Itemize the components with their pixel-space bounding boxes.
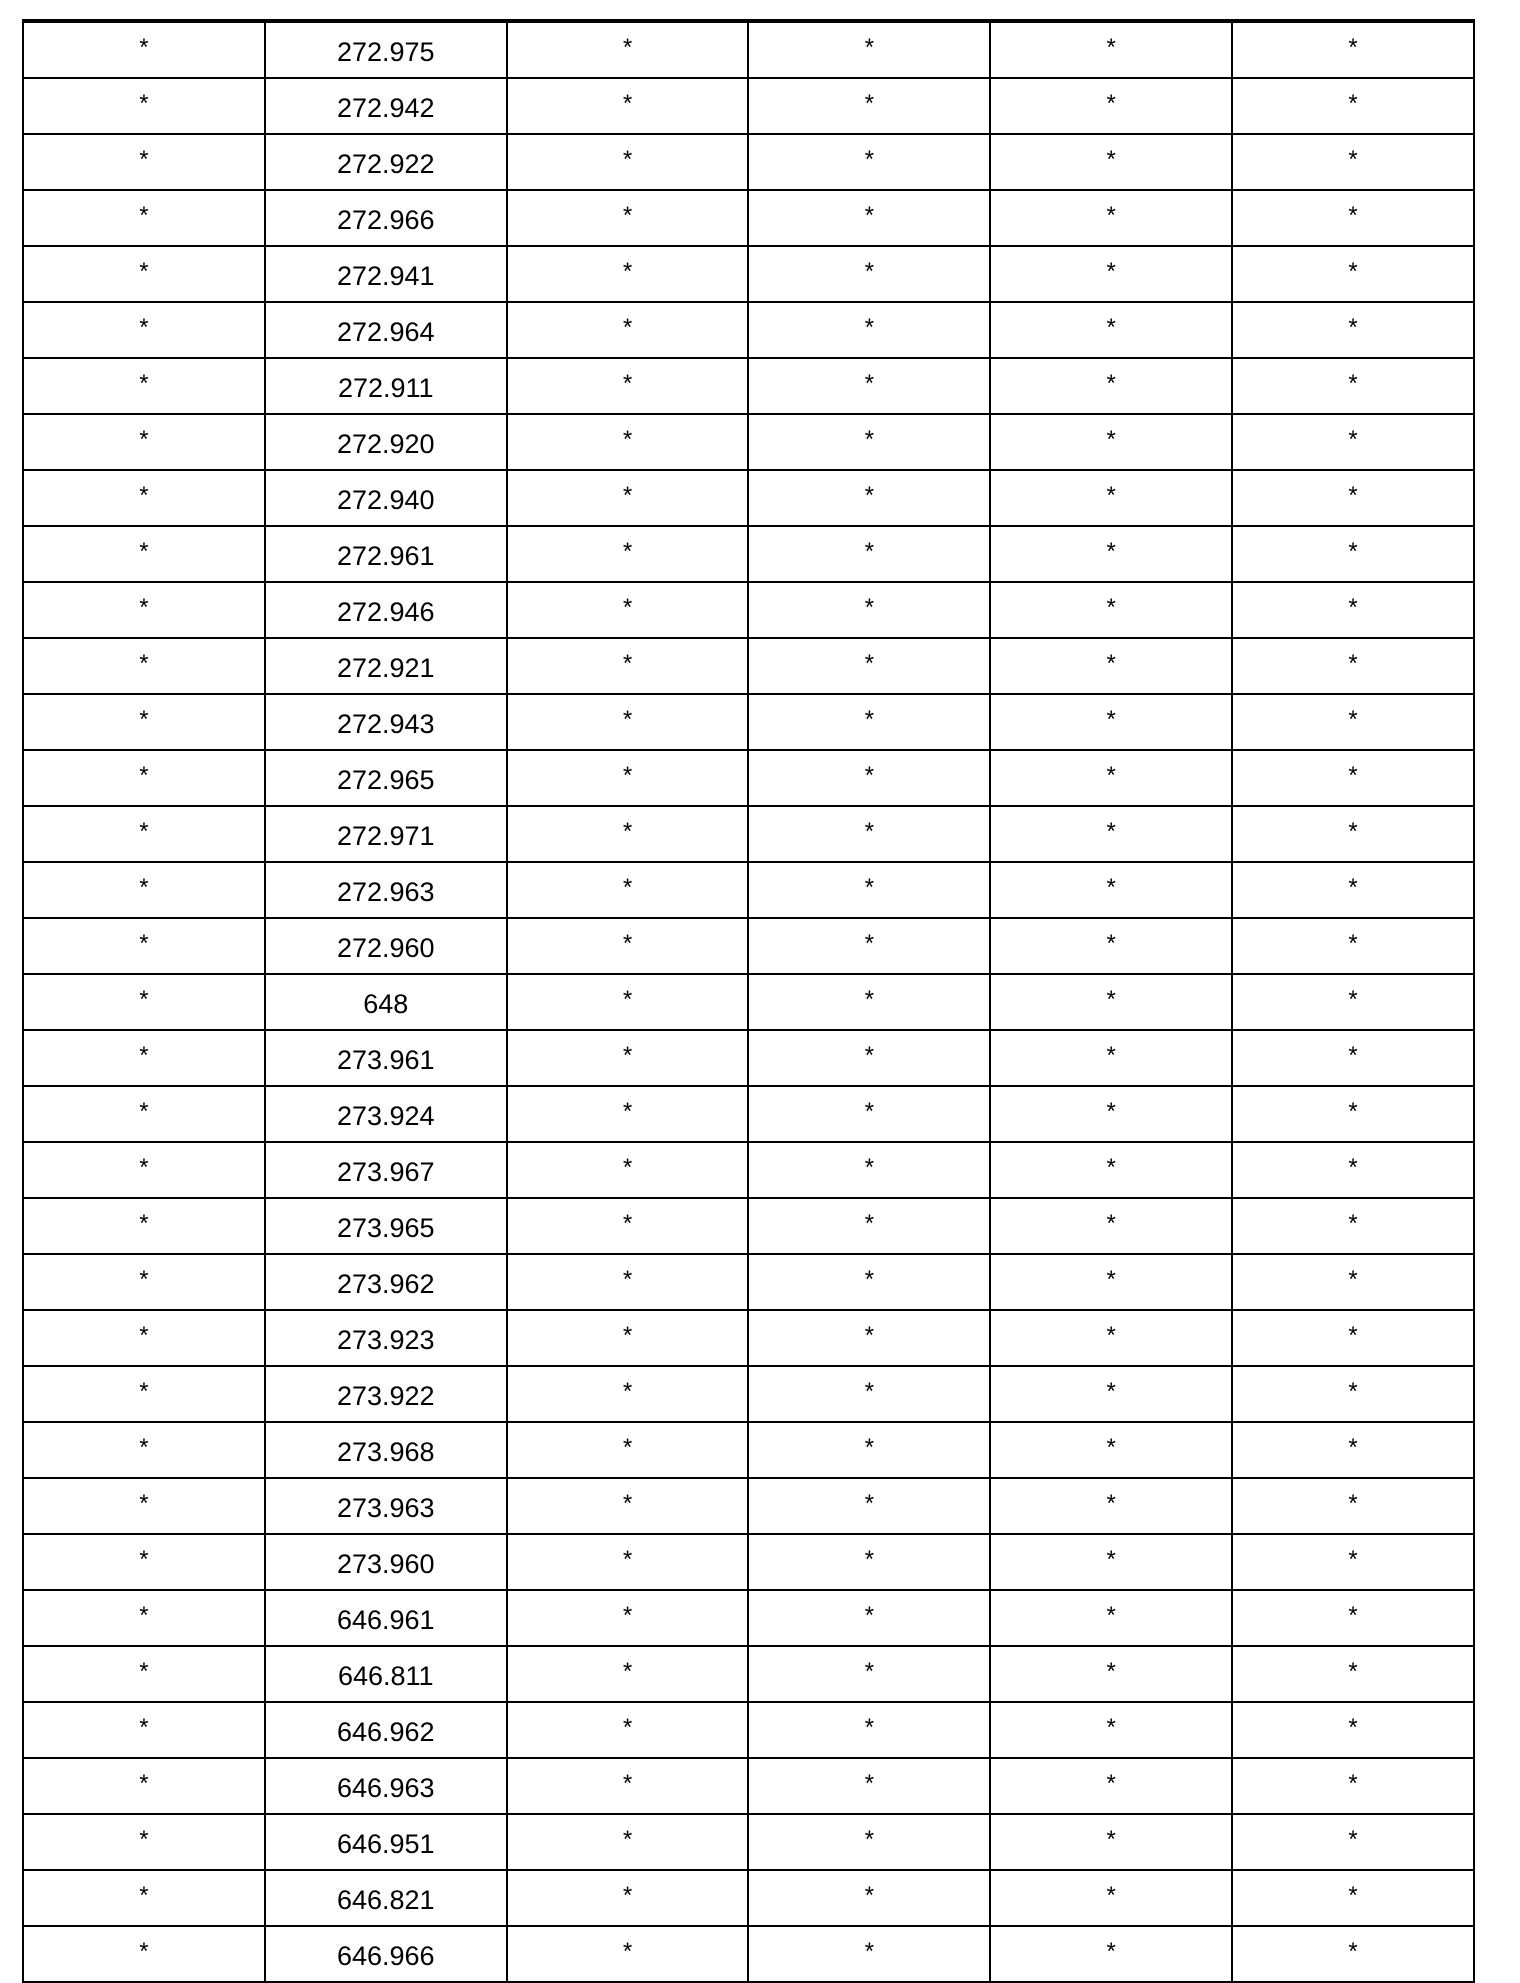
table-row	[23, 918, 1474, 974]
table-cell: *	[748, 974, 990, 1030]
table-cell: *	[990, 862, 1232, 918]
table-cell: *	[23, 246, 265, 302]
table-cell: *	[1232, 638, 1474, 694]
table-cell: *	[23, 414, 265, 470]
table-cell: *	[990, 1814, 1232, 1870]
table-cell: *	[1232, 918, 1474, 974]
table-cell: *	[990, 1590, 1232, 1646]
table-cell: *	[507, 1254, 749, 1310]
table-row	[23, 526, 1474, 582]
table-cell: *	[990, 1926, 1232, 1982]
table-cell: *	[1232, 1758, 1474, 1814]
table-cell: *	[507, 694, 749, 750]
table-cell: *	[507, 190, 749, 246]
table-cell: *	[990, 918, 1232, 974]
table-row	[23, 1926, 1474, 1982]
table-cell: *	[507, 1534, 749, 1590]
code-cell: 273.965	[265, 1198, 507, 1254]
table-cell: *	[748, 134, 990, 190]
table-cell: *	[990, 190, 1232, 246]
table-cell: *	[1232, 302, 1474, 358]
table-cell: *	[748, 470, 990, 526]
table-cell: *	[990, 134, 1232, 190]
table-cell: *	[1232, 1030, 1474, 1086]
table-row	[23, 414, 1474, 470]
table-cell: *	[507, 1590, 749, 1646]
table-cell: *	[748, 862, 990, 918]
table-row	[23, 638, 1474, 694]
table-cell: *	[1232, 974, 1474, 1030]
table-cell: *	[990, 1086, 1232, 1142]
data-table	[22, 19, 1475, 1983]
table-row	[23, 190, 1474, 246]
code-cell: 646.963	[265, 1758, 507, 1814]
table-row	[23, 1366, 1474, 1422]
table-cell: *	[507, 582, 749, 638]
table-cell: *	[1232, 806, 1474, 862]
table-cell: *	[990, 526, 1232, 582]
table-row	[23, 1310, 1474, 1366]
table-cell: *	[990, 694, 1232, 750]
table-cell: *	[23, 1758, 265, 1814]
table-row	[23, 1422, 1474, 1478]
table-cell: *	[1232, 526, 1474, 582]
table-cell: *	[23, 806, 265, 862]
table-cell: *	[507, 750, 749, 806]
table-cell: *	[507, 414, 749, 470]
table-cell: *	[990, 1030, 1232, 1086]
table-cell: *	[1232, 1310, 1474, 1366]
table-cell: *	[507, 806, 749, 862]
table-row	[23, 1030, 1474, 1086]
table-cell: *	[507, 1142, 749, 1198]
table-cell: *	[748, 1926, 990, 1982]
table-cell: *	[748, 21, 990, 78]
table-row	[23, 1702, 1474, 1758]
code-cell: 273.967	[265, 1142, 507, 1198]
table-cell: *	[23, 302, 265, 358]
table-cell: *	[990, 1870, 1232, 1926]
table-cell: *	[1232, 862, 1474, 918]
table-cell: *	[748, 582, 990, 638]
code-cell: 272.966	[265, 190, 507, 246]
table-cell: *	[748, 526, 990, 582]
table-cell: *	[23, 1142, 265, 1198]
table-cell: *	[507, 1758, 749, 1814]
table-cell: *	[507, 526, 749, 582]
code-cell: 272.965	[265, 750, 507, 806]
table-row	[23, 134, 1474, 190]
table-cell: *	[1232, 750, 1474, 806]
table-cell: *	[1232, 78, 1474, 134]
table-cell: *	[1232, 190, 1474, 246]
code-cell: 272.960	[265, 918, 507, 974]
code-cell: 272.964	[265, 302, 507, 358]
table-cell: *	[1232, 1366, 1474, 1422]
table-cell: *	[23, 1030, 265, 1086]
table-cell: *	[990, 974, 1232, 1030]
table-cell: *	[1232, 1702, 1474, 1758]
code-cell: 272.920	[265, 414, 507, 470]
table-cell: *	[507, 1086, 749, 1142]
table-cell: *	[23, 1590, 265, 1646]
table-cell: *	[990, 21, 1232, 78]
table-cell: *	[990, 1478, 1232, 1534]
table-cell: *	[23, 1702, 265, 1758]
table-row	[23, 358, 1474, 414]
table-cell: *	[23, 1086, 265, 1142]
table-cell: *	[507, 1646, 749, 1702]
table-cell: *	[990, 302, 1232, 358]
table-cell: *	[507, 470, 749, 526]
table-cell: *	[990, 358, 1232, 414]
table-cell: *	[748, 1366, 990, 1422]
table-cell: *	[23, 470, 265, 526]
code-cell: 272.942	[265, 78, 507, 134]
table-row	[23, 974, 1474, 1030]
table-cell: *	[507, 1478, 749, 1534]
table-row	[23, 1534, 1474, 1590]
table-body	[23, 21, 1474, 1982]
table-row	[23, 862, 1474, 918]
code-cell: 273.923	[265, 1310, 507, 1366]
table-cell: *	[23, 1310, 265, 1366]
table-cell: *	[748, 1478, 990, 1534]
table-cell: *	[748, 302, 990, 358]
table-row	[23, 1590, 1474, 1646]
table-cell: *	[1232, 1422, 1474, 1478]
table-cell: *	[990, 806, 1232, 862]
code-cell: 646.962	[265, 1702, 507, 1758]
table-cell: *	[507, 302, 749, 358]
table-cell: *	[748, 246, 990, 302]
code-cell: 273.924	[265, 1086, 507, 1142]
table-row	[23, 1758, 1474, 1814]
table-cell: *	[748, 1758, 990, 1814]
table-cell: *	[23, 1926, 265, 1982]
table-row	[23, 806, 1474, 862]
table-cell: *	[23, 526, 265, 582]
table-row	[23, 78, 1474, 134]
table-cell: *	[507, 246, 749, 302]
table-cell: *	[507, 974, 749, 1030]
table-cell: *	[990, 246, 1232, 302]
table-cell: *	[1232, 1926, 1474, 1982]
table-cell: *	[990, 638, 1232, 694]
table-row	[23, 1254, 1474, 1310]
table-cell: *	[507, 1030, 749, 1086]
table-cell: *	[1232, 694, 1474, 750]
table-cell: *	[23, 1422, 265, 1478]
table-cell: *	[990, 1646, 1232, 1702]
table-cell: *	[1232, 1086, 1474, 1142]
code-cell: 646.951	[265, 1814, 507, 1870]
table-cell: *	[507, 1702, 749, 1758]
table-cell: *	[23, 974, 265, 1030]
table-cell: *	[507, 862, 749, 918]
code-cell: 272.971	[265, 806, 507, 862]
code-cell: 272.921	[265, 638, 507, 694]
table-cell: *	[23, 750, 265, 806]
table-cell: *	[748, 78, 990, 134]
table-row	[23, 1478, 1474, 1534]
table-row	[23, 246, 1474, 302]
table-row	[23, 302, 1474, 358]
table-cell: *	[1232, 470, 1474, 526]
table-row	[23, 1646, 1474, 1702]
table-cell: *	[1232, 1142, 1474, 1198]
table-cell: *	[507, 358, 749, 414]
table-cell: *	[507, 638, 749, 694]
table-cell: *	[990, 582, 1232, 638]
code-cell: 272.963	[265, 862, 507, 918]
table-cell: *	[748, 1198, 990, 1254]
table-cell: *	[1232, 358, 1474, 414]
table-cell: *	[1232, 1590, 1474, 1646]
table-cell: *	[1232, 134, 1474, 190]
table-cell: *	[990, 750, 1232, 806]
code-cell: 272.946	[265, 582, 507, 638]
table-cell: *	[1232, 1814, 1474, 1870]
table-cell: *	[507, 1870, 749, 1926]
code-cell: 272.961	[265, 526, 507, 582]
table-cell: *	[1232, 1870, 1474, 1926]
table-cell: *	[748, 1254, 990, 1310]
table-cell: *	[990, 1310, 1232, 1366]
table-cell: *	[1232, 414, 1474, 470]
table-cell: *	[507, 1926, 749, 1982]
code-cell: 272.940	[265, 470, 507, 526]
table-cell: *	[748, 1646, 990, 1702]
table-cell: *	[1232, 582, 1474, 638]
table-cell: *	[507, 1310, 749, 1366]
code-cell: 273.961	[265, 1030, 507, 1086]
table-cell: *	[507, 918, 749, 974]
table-cell: *	[23, 358, 265, 414]
code-cell: 273.962	[265, 1254, 507, 1310]
code-cell: 273.963	[265, 1478, 507, 1534]
table-cell: *	[990, 414, 1232, 470]
table-cell: *	[748, 1422, 990, 1478]
table-cell: *	[507, 1422, 749, 1478]
table-cell: *	[23, 582, 265, 638]
table-cell: *	[990, 1366, 1232, 1422]
table-row	[23, 1814, 1474, 1870]
table-cell: *	[507, 78, 749, 134]
table-cell: *	[23, 78, 265, 134]
table-cell: *	[990, 1758, 1232, 1814]
table-cell: *	[1232, 246, 1474, 302]
table-cell: *	[23, 21, 265, 78]
table-cell: *	[1232, 1254, 1474, 1310]
table-cell: *	[748, 1814, 990, 1870]
table-cell: *	[748, 750, 990, 806]
table-cell: *	[748, 918, 990, 974]
table-cell: *	[23, 918, 265, 974]
table-cell: *	[23, 1198, 265, 1254]
table-cell: *	[23, 1814, 265, 1870]
table-cell: *	[748, 358, 990, 414]
table-cell: *	[748, 806, 990, 862]
table-cell: *	[23, 134, 265, 190]
table-cell: *	[507, 134, 749, 190]
table-cell: *	[507, 21, 749, 78]
table-cell: *	[23, 1478, 265, 1534]
table-row	[23, 1142, 1474, 1198]
table-row	[23, 750, 1474, 806]
table-cell: *	[1232, 21, 1474, 78]
table-cell: *	[748, 414, 990, 470]
table-cell: *	[748, 1310, 990, 1366]
table-cell: *	[23, 862, 265, 918]
code-cell: 273.960	[265, 1534, 507, 1590]
table-cell: *	[748, 1142, 990, 1198]
code-cell: 272.943	[265, 694, 507, 750]
table-cell: *	[23, 1254, 265, 1310]
table-cell: *	[748, 1870, 990, 1926]
table-cell: *	[507, 1366, 749, 1422]
table-row	[23, 582, 1474, 638]
table-cell: *	[1232, 1534, 1474, 1590]
table-cell: *	[23, 694, 265, 750]
table-cell: *	[990, 1198, 1232, 1254]
table-cell: *	[748, 1086, 990, 1142]
table-cell: *	[990, 78, 1232, 134]
table-cell: *	[748, 1702, 990, 1758]
code-cell: 272.975	[265, 21, 507, 78]
table-cell: *	[23, 190, 265, 246]
table-cell: *	[990, 1254, 1232, 1310]
table-cell: *	[748, 1590, 990, 1646]
table-cell: *	[23, 638, 265, 694]
table-cell: *	[507, 1198, 749, 1254]
table-cell: *	[990, 1702, 1232, 1758]
table-cell: *	[23, 1646, 265, 1702]
table-row	[23, 470, 1474, 526]
table-cell: *	[990, 1142, 1232, 1198]
table-cell: *	[990, 470, 1232, 526]
table-cell: *	[1232, 1478, 1474, 1534]
table-row	[23, 1870, 1474, 1926]
table-cell: *	[1232, 1198, 1474, 1254]
code-cell: 273.968	[265, 1422, 507, 1478]
table-cell: *	[748, 694, 990, 750]
table-cell: *	[748, 1534, 990, 1590]
code-cell: 272.941	[265, 246, 507, 302]
code-cell: 272.911	[265, 358, 507, 414]
table-cell: *	[748, 1030, 990, 1086]
table-cell: *	[990, 1534, 1232, 1590]
code-cell: 648	[265, 974, 507, 1030]
table-row	[23, 1086, 1474, 1142]
code-cell: 646.961	[265, 1590, 507, 1646]
table-cell: *	[990, 1422, 1232, 1478]
table-row	[23, 21, 1474, 78]
table-row	[23, 1198, 1474, 1254]
code-cell: 272.922	[265, 134, 507, 190]
code-cell: 646.966	[265, 1926, 507, 1982]
table-cell: *	[23, 1870, 265, 1926]
table-row	[23, 694, 1474, 750]
code-cell: 646.811	[265, 1646, 507, 1702]
table-cell: *	[1232, 1646, 1474, 1702]
table-cell: *	[748, 190, 990, 246]
code-cell: 273.922	[265, 1366, 507, 1422]
table-cell: *	[748, 638, 990, 694]
code-cell: 646.821	[265, 1870, 507, 1926]
table-cell: *	[507, 1814, 749, 1870]
table-cell: *	[23, 1366, 265, 1422]
table-cell: *	[23, 1534, 265, 1590]
